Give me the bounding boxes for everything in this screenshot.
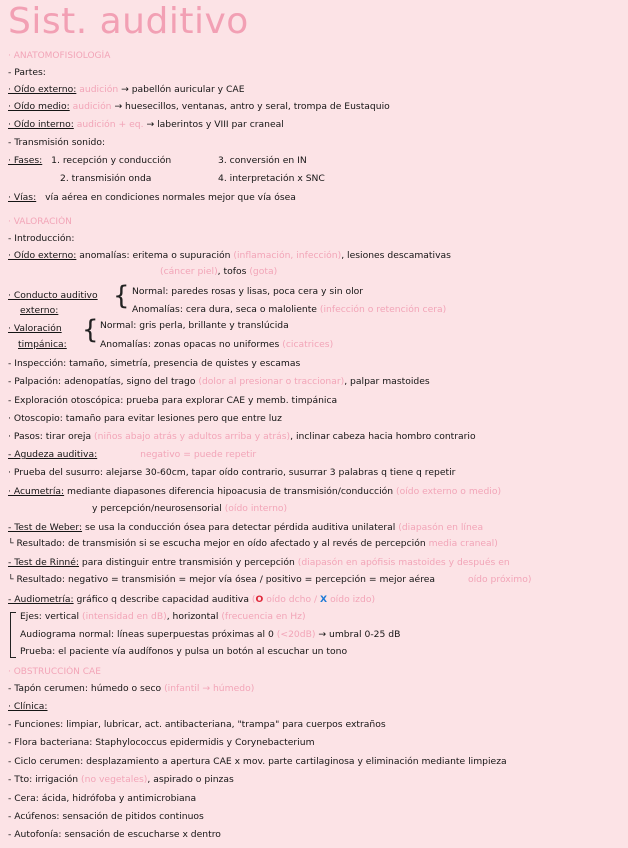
- oe-anomalias-line-2: [160, 266, 620, 278]
- palpacion-line: [8, 376, 622, 388]
- oe-text-2: , lesiones descamativas: [341, 250, 451, 261]
- audiometria-label: - Audiometría:: [8, 594, 74, 605]
- oido-externo-text: → pabellón auricular y CAE: [121, 84, 245, 95]
- section-obstruccion: · OBSTRUCCIÓN CAE: [8, 667, 101, 677]
- rinne-pink: (diapasón en apófisis mastoides y después en: [297, 557, 510, 568]
- audiometria-bracket: [10, 612, 16, 658]
- oido-interno-text: → laberintos y VIII par craneal: [146, 119, 284, 130]
- mt-anomalias-line: [100, 339, 600, 351]
- palpacion-text: - Palpación: adenopatías, signo del trago: [8, 376, 196, 387]
- acumetria-line: [8, 486, 622, 498]
- partes-line: - Partes:: [8, 67, 46, 78]
- tto-pink: (no vegetales): [81, 774, 148, 785]
- agudeza-label: - Agudeza auditiva:: [8, 449, 98, 460]
- rinne-line: [8, 557, 622, 569]
- vias-label: · Vías:: [8, 192, 37, 203]
- ca-anomalias-pink: (infección o retención cera): [319, 304, 447, 315]
- ciclo-line: - Ciclo cerumen: desplazamiento a apertura CAE x mov. parte cartilaginosa y eliminación mediante limpieza: [8, 756, 507, 767]
- oido-medio-line: [8, 101, 622, 113]
- rinne-pink-2: oído próximo): [467, 574, 532, 585]
- audiograma-text-2: → umbral 0-25 dB: [318, 629, 401, 640]
- ejes-pink: (intensidad en dB): [82, 611, 167, 622]
- ejes-text: Ejes: vertical: [20, 611, 80, 622]
- oido-externo-pink: audición: [79, 84, 119, 95]
- weber-label: - Test de Weber:: [8, 522, 83, 533]
- pasos-text-2: , inclinar cabeza hacia hombro contrario: [290, 431, 476, 442]
- oido-interno-line: [8, 119, 622, 131]
- acufenos-line: - Acúfenos: sensación de pitidos continuos: [8, 811, 204, 822]
- otoscopica-line: - Exploración otoscópica: prueba para explorar CAE y memb. timpánica: [8, 395, 338, 406]
- funciones-line: - Funciones: limpiar, lubricar, act. antibacteriana, "trampa" para cuerpos extraños: [8, 719, 386, 730]
- audiograma-text: Audiograma normal: líneas superpuestas próximas al 0: [20, 629, 274, 640]
- acumetria-pink-2: (oído interno): [224, 503, 288, 514]
- brace-ca: {: [113, 281, 130, 311]
- mt-anomalias-pink: (cicatrices): [282, 339, 334, 350]
- mt-label-1: · Valoración: [8, 323, 62, 334]
- ca-anomalias-line: [132, 304, 612, 316]
- oe-text-1: anomalías: eritema o supuración: [79, 250, 231, 261]
- pasos-text: · Pasos: tirar oreja: [8, 431, 92, 442]
- weber-line: [8, 522, 622, 534]
- ca-label-1: · Conducto auditivo: [8, 290, 98, 301]
- mt-label-2: timpánica:: [18, 339, 67, 350]
- vias-line: [8, 192, 622, 204]
- oe-label: · Oído externo:: [8, 250, 77, 261]
- ca-label-2: externo:: [20, 305, 59, 316]
- mt-normal: Normal: gris perla, brillante y translúcida: [100, 320, 289, 331]
- oido-interno-label: · Oído interno:: [8, 119, 74, 130]
- mt-anomalias: Anomalías: zonas opacas no uniformes: [100, 339, 280, 350]
- otoscopio-line: · Otoscopio: tamaño para evitar lesiones pero que entre luz: [8, 413, 282, 424]
- tto-text: - Tto: irrigación: [8, 774, 79, 785]
- audiograma-pink: (<20dB): [276, 629, 316, 640]
- oe-anomalias-line: [8, 250, 622, 262]
- tapon-line: [8, 683, 622, 695]
- legend-o-mark: O: [255, 594, 264, 605]
- weber-text: se usa la conducción ósea para detectar pérdida auditiva unilateral: [84, 522, 396, 533]
- section-anatomofisiologia: · ANATOMOFISIOLOGÍA: [8, 51, 111, 61]
- inspeccion-line: - Inspección: tamaño, simetría, presencia de quistes y escamas: [8, 358, 301, 369]
- introduccion-line: - Introducción:: [8, 233, 75, 244]
- ejes-pink-2: (frecuencia en Hz): [221, 611, 306, 622]
- ejes-text-2: , horizontal: [166, 611, 219, 622]
- oe-pink-3: (gota): [249, 266, 278, 277]
- acumetria-label: · Acumetría:: [8, 486, 65, 497]
- susurro-line: · Prueba del susurro: alejarse 30-60cm, tapar oído contrario, susurrar 3 palabras q tiene q repetir: [8, 467, 456, 478]
- palpacion-pink: (dolor al presionar o traccionar): [198, 376, 345, 387]
- audiometria-line: - Audiometría: gráfico q describe capacidad auditiva (O oído dcho / X oído izdo): [8, 594, 376, 605]
- audiometria-text: gráfico q describe capacidad auditiva: [76, 594, 249, 605]
- autofonia-line: - Autofonía: sensación de escucharse x dentro: [8, 829, 221, 840]
- legend-o-text: oído dcho /: [266, 594, 318, 605]
- cera-line: - Cera: ácida, hidrófoba y antimicrobiana: [8, 793, 197, 804]
- fases-line-2: [8, 173, 622, 185]
- tto-text-2: , aspirado o pinzas: [147, 774, 234, 785]
- ejes-line: [20, 611, 620, 623]
- agudeza-line: [8, 449, 622, 461]
- ca-anomalias: Anomalías: cera dura, seca o maloliente: [132, 304, 317, 315]
- rinne-result: └ Resultado: negativo = transmisión = mejor vía ósea / positivo = percepción = mejor aérea: [8, 574, 436, 585]
- acumetria-text: mediante diapasones diferencia hipoacusia de transmisión/conducción: [67, 486, 394, 497]
- tapon-text: - Tapón cerumen: húmedo o seco: [8, 683, 162, 694]
- oido-externo-line: [8, 84, 622, 96]
- weber-pink-2: media craneal): [428, 538, 498, 549]
- fase-3: 3. conversión en IN: [218, 155, 307, 166]
- oe-pink-2: (cáncer piel): [160, 266, 218, 277]
- rinne-text: para distinguir entre transmisión y percepción: [81, 557, 295, 568]
- acumetria-line-2: [92, 503, 612, 515]
- fases-line-1: [8, 155, 622, 167]
- audiograma-line: [20, 629, 620, 641]
- oido-medio-text: → huesecillos, ventanas, antro y seral, trompa de Eustaquio: [114, 101, 390, 112]
- tapon-pink: (infantil → húmedo): [164, 683, 255, 694]
- palpacion-text-2: , palpar mastoides: [344, 376, 430, 387]
- rinne-result-line: [8, 574, 622, 586]
- ca-normal: Normal: paredes rosas y lisas, poca cera y sin olor: [132, 286, 364, 297]
- vias-text: vía aérea en condiciones normales mejor que vía ósea: [45, 192, 296, 203]
- oe-text-3: , tofos: [217, 266, 247, 277]
- legend-x-text: oído izdo): [330, 594, 376, 605]
- tto-line: [8, 774, 622, 786]
- acumetria-text-2: y percepción/neurosensorial: [92, 503, 222, 514]
- transmision-line: - Transmisión sonido:: [8, 137, 106, 148]
- oido-medio-pink: audición: [72, 101, 112, 112]
- acumetria-pink: (oído externo o medio): [396, 486, 502, 497]
- brace-mt: {: [82, 315, 99, 345]
- fase-4: 4. interpretación x SNC: [218, 173, 325, 184]
- oido-interno-pink: audición + eq.: [76, 119, 144, 130]
- rinne-label: - Test de Rinné:: [8, 557, 79, 568]
- oido-externo-label: · Oído externo:: [8, 84, 77, 95]
- pasos-line: [8, 431, 622, 443]
- fases-label: · Fases:: [8, 155, 43, 166]
- fase-1: 1. recepción y conducción: [51, 155, 172, 166]
- pasos-pink: (niños abajo atrás y adultos arriba y atrás): [94, 431, 291, 442]
- oido-medio-label: · Oído medio:: [8, 101, 70, 112]
- page-title: Sist. auditivo: [8, 1, 249, 42]
- agudeza-pink: negativo = puede repetir: [140, 449, 257, 460]
- weber-pink: (diapasón en línea: [398, 522, 484, 533]
- fase-2: 2. transmisión onda: [60, 173, 152, 184]
- weber-result-line: [8, 538, 622, 550]
- clinica-line: · Clínica:: [8, 701, 48, 712]
- flora-line: - Flora bacteriana: Staphylococcus epidermidis y Corynebacterium: [8, 737, 315, 748]
- weber-result: └ Resultado: de transmisión si se escucha mejor en oído afectado y al revés de percepción: [8, 538, 426, 549]
- legend-x-mark: X: [320, 594, 328, 605]
- section-valoracion: · VALORACIÓN: [8, 217, 72, 227]
- prueba-line: Prueba: el paciente vía audífonos y pulsa un botón al escuchar un tono: [20, 646, 348, 657]
- oe-pink-1: (inflamación, infección): [233, 250, 342, 261]
